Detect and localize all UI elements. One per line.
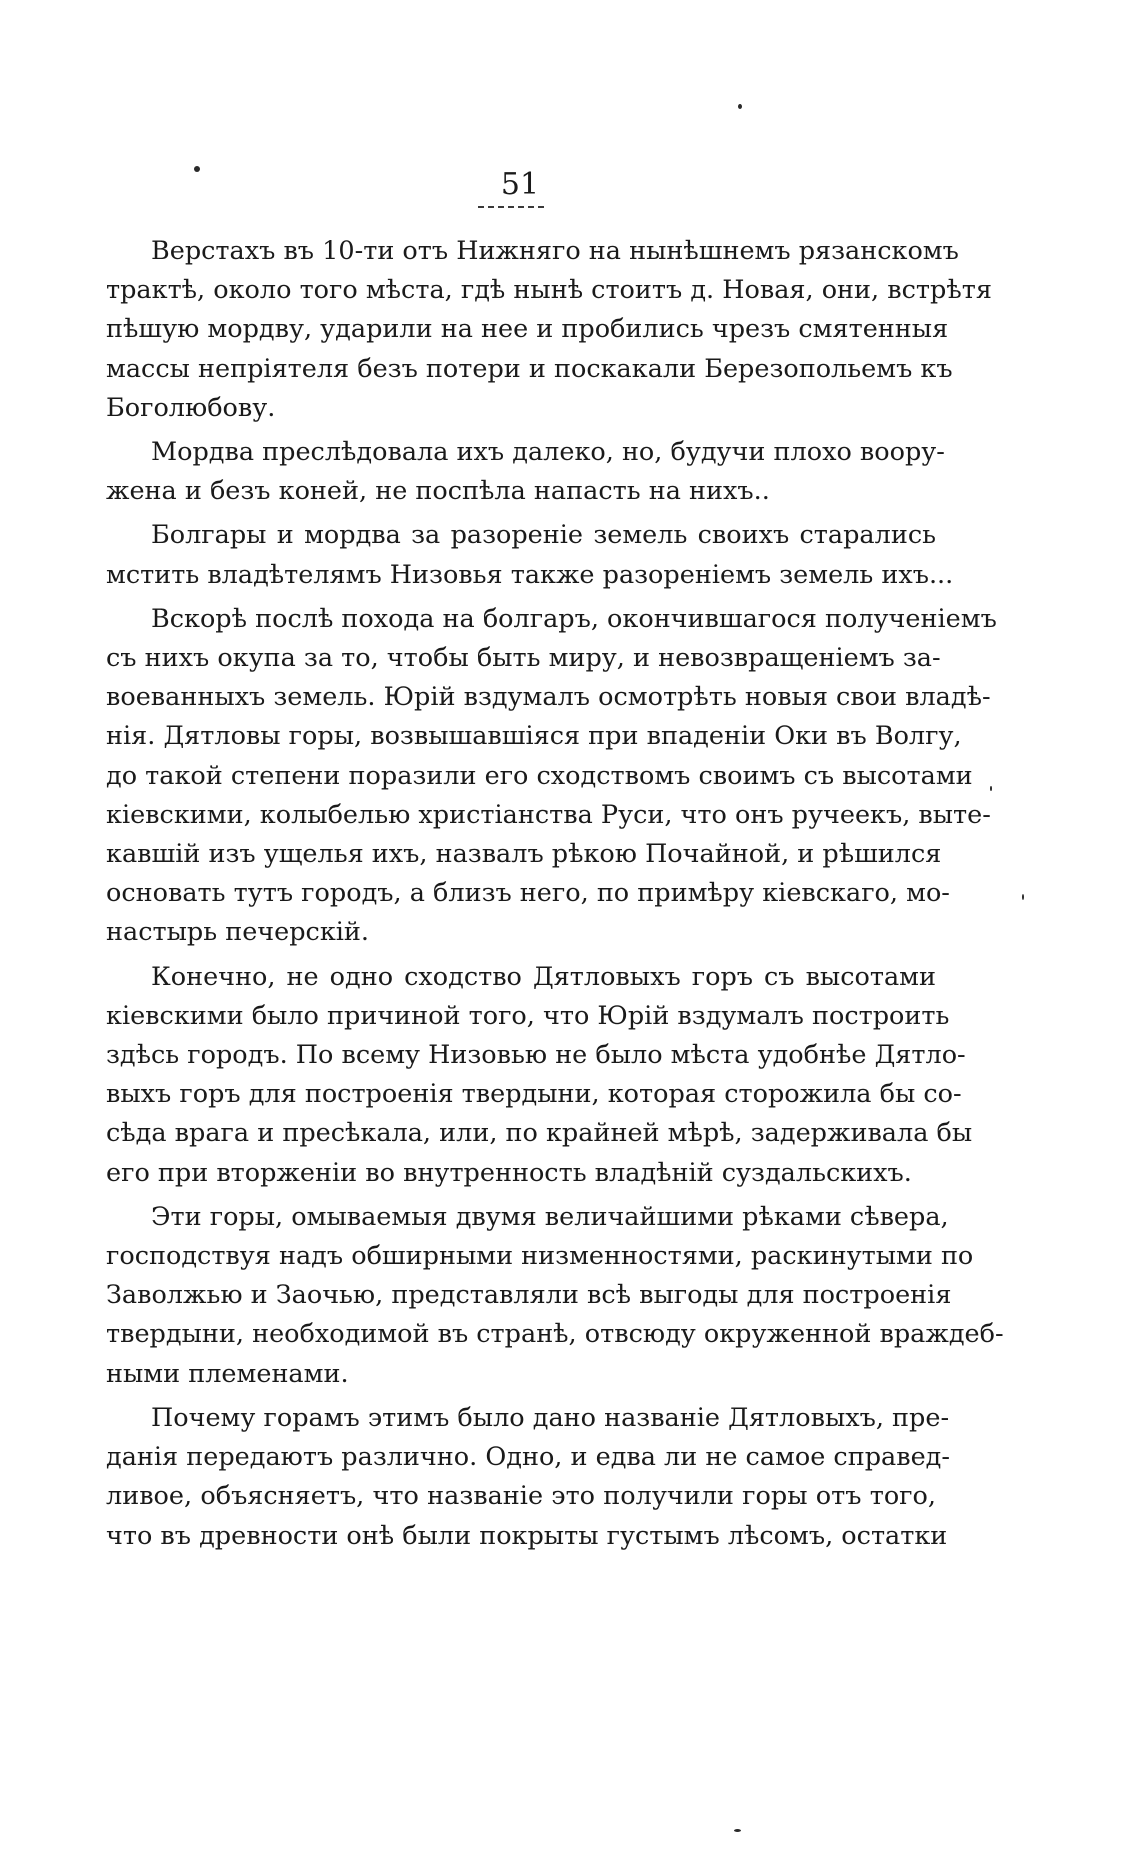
- text-line: Мордва преслѣдовала ихъ далеко, но, будучи плохо воору-: [151, 437, 945, 468]
- text-line: Эти горы, омываемыя двумя величайшими рѣками сѣвера,: [151, 1201, 949, 1232]
- text-line: настырь печерскій.: [106, 917, 370, 948]
- text-line: выхъ горъ для построенія твердыни, которая сторожила бы со-: [106, 1079, 962, 1110]
- paragraph-3: [106, 516, 954, 594]
- print-speck: [194, 166, 200, 172]
- text-line: кавшій изъ ущелья ихъ, назвалъ рѣкою Почайной, и рѣшился: [106, 839, 942, 870]
- page-number-rule: [478, 206, 544, 208]
- text-line: Верстахъ въ 10-ти отъ Нижняго на нынѣшнемъ рязанскомъ: [151, 236, 959, 266]
- text-line: нія. Дятловы горы, возвышавшіяся при впаденіи Оки въ Волгу,: [106, 721, 962, 752]
- print-speck: [738, 104, 742, 109]
- body-text: [106, 232, 1004, 1561]
- text-line: трактѣ, около того мѣста, гдѣ нынѣ стоитъ д. Новая, они, встрѣтя: [106, 275, 992, 306]
- text-line: сѣда врага и пресѣкала, или, по крайней мѣрѣ, задерживала бы: [106, 1118, 973, 1149]
- text-line: Болгары и мордва за разореніе земель своихъ старались: [151, 520, 936, 551]
- print-speck: [990, 786, 992, 791]
- text-line: мстить владѣтелямъ Низовья также разореніемъ земель ихъ...: [106, 559, 954, 590]
- paragraph-2: [106, 433, 945, 511]
- text-line: здѣсь городъ. По всему Низовью не было мѣста удобнѣе Дятло-: [106, 1040, 966, 1071]
- text-line: до такой степени поразили его сходствомъ своимъ съ высотами: [106, 760, 973, 791]
- text-line: кіевскими было причиной того, что Юрій вздумалъ построить: [106, 1000, 950, 1031]
- paragraph-5: [106, 958, 973, 1193]
- paragraph-6: [106, 1198, 1004, 1394]
- paragraph-1: [106, 232, 992, 428]
- text-line: Боголюбову.: [106, 392, 276, 423]
- text-line: Конечно, не одно сходство Дятловыхъ горъ съ высотами: [151, 961, 936, 992]
- text-line: кіевскими, колыбелью христіанства Руси, что онъ ручеекъ, выте-: [106, 799, 991, 830]
- text-line: данія передаютъ различно. Одно, и едва ли не самое справед-: [106, 1442, 950, 1473]
- text-line: основать тутъ городъ, а близъ него, по примѣру кіевскаго, мо-: [106, 878, 950, 909]
- text-line: твердыни, необходимой въ странѣ, отвсюду окруженной враждеб-: [106, 1319, 1004, 1350]
- text-line: Заволжью и Заочью, представляли всѣ выгоды для построенія: [106, 1280, 952, 1311]
- paragraph-7: [106, 1399, 950, 1556]
- text-line: съ нихъ окупа за то, чтобы быть миру, и невозвращеніемъ за-: [106, 643, 941, 674]
- text-line: массы непріятеля безъ потери и поскакали Березопольемъ къ: [106, 353, 953, 384]
- text-line: ными племенами.: [106, 1358, 349, 1389]
- text-line: господствуя надъ обширными низменностями, раскинутыми по: [106, 1241, 974, 1272]
- print-speck: [1022, 894, 1024, 900]
- text-line: Вскорѣ послѣ похода на болгаръ, окончившагося полученіемъ: [151, 603, 997, 634]
- text-line: его при вторженіи во внутренность владѣній суздальскихъ.: [106, 1157, 912, 1188]
- page-number: 51: [500, 167, 540, 202]
- text-line: что въ древности онѣ были покрыты густымъ лѣсомъ, остатки: [106, 1520, 948, 1551]
- paragraph-4: [106, 600, 997, 953]
- text-line: Почему горамъ этимъ было дано названіе Дятловыхъ, пре-: [151, 1402, 950, 1433]
- text-line: жена и безъ коней, не поспѣла напасть на нихъ..: [106, 476, 770, 507]
- text-line: ливое, объясняетъ, что названіе это получили горы отъ того,: [106, 1481, 936, 1512]
- text-line: воеванныхъ земель. Юрій вздумалъ осмотрѣть новыя свои владѣ-: [106, 682, 991, 713]
- text-line: пѣшую мордву, ударили на нее и пробились чрезъ смятенныя: [106, 314, 949, 345]
- print-speck: [734, 1829, 741, 1832]
